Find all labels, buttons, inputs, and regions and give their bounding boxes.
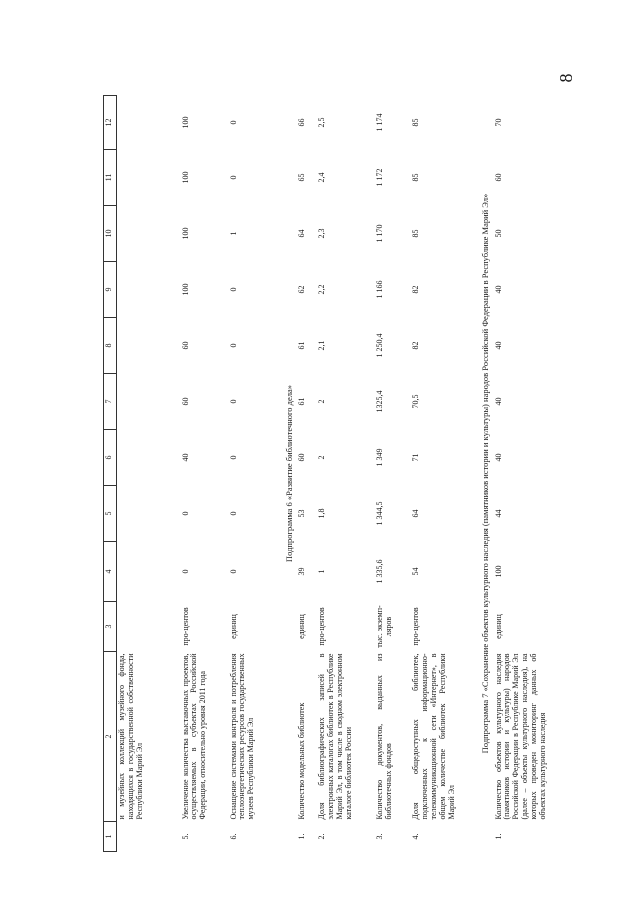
indicator-value: 1 xyxy=(317,569,327,574)
indicator-value: 0 xyxy=(228,455,238,460)
indicator-value: 39 xyxy=(297,567,307,576)
row-number: 1. xyxy=(297,833,307,840)
indicator-value: 2,5 xyxy=(317,117,327,128)
column-number: 3 xyxy=(104,602,117,652)
indicator-value: 61 xyxy=(297,341,307,350)
column-number: 5 xyxy=(104,486,117,542)
indicator-name: и музейных коллекций музейного фонда, находящихся в государственной собственности Республики Марий Эл xyxy=(117,653,144,820)
indicator-value: 2,1 xyxy=(317,340,327,351)
indicator-value: 85 xyxy=(411,173,421,182)
indicators-table xyxy=(103,95,586,852)
indicator-value: 1 xyxy=(228,231,238,236)
column-number-row xyxy=(104,96,117,852)
indicator-name: Доля библиографических записей в электронных каталогах библиотек в Республике Марий Эл, в том числе в сводном электронном каталоге библиотек России xyxy=(317,653,353,820)
row-number: 5. xyxy=(180,833,190,840)
indicator-value: 40 xyxy=(493,341,503,350)
row-number: 1. xyxy=(493,833,503,840)
indicator-value: 53 xyxy=(297,509,307,518)
table-row xyxy=(229,96,275,852)
indicator-value: 54 xyxy=(411,567,421,576)
table-row xyxy=(297,96,317,852)
indicator-value: 1 344,5 xyxy=(375,501,385,526)
subprogram-title: Подпрограмма 6 «Развитие библиотечного дела» xyxy=(283,384,294,563)
indicator-value: 71 xyxy=(411,453,421,462)
unit-of-measure: единиц xyxy=(297,614,307,639)
indicator-value: 40 xyxy=(493,285,503,294)
row-number: 3. xyxy=(375,833,385,840)
indicator-value: 82 xyxy=(411,341,421,350)
indicator-value: 64 xyxy=(411,509,421,518)
indicator-value: 60 xyxy=(297,453,307,462)
indicator-value: 50 xyxy=(493,229,503,238)
indicator-value: 70,5 xyxy=(411,394,421,409)
table-row xyxy=(181,96,229,852)
indicator-value: 100 xyxy=(180,116,190,129)
indicator-value: 40 xyxy=(180,453,190,462)
indicator-value: 100 xyxy=(493,565,503,578)
indicator-value: 0 xyxy=(228,287,238,292)
indicator-value: 70 xyxy=(493,118,503,127)
indicator-value: 0 xyxy=(228,120,238,125)
indicator-name: Количество модельных библиотек xyxy=(297,702,307,820)
indicator-value: 85 xyxy=(411,118,421,127)
indicator-value: 2,3 xyxy=(317,228,327,239)
indicator-name: Доля общедоступных библиотек, подключенных к информационно-телекоммуникационной сети «Интернет», в общем количестве библиотек Республики Марий Эл xyxy=(411,653,456,820)
subprogram-header-row xyxy=(275,96,298,852)
indicator-value xyxy=(117,150,181,206)
table-row xyxy=(117,96,181,852)
indicator-value: 0 xyxy=(180,569,190,574)
unit-of-measure: тыс. экземп-ляров xyxy=(375,605,393,648)
indicator-value: 1 172 xyxy=(375,168,385,187)
indicator-value: 44 xyxy=(493,509,503,518)
indicator-value: 0 xyxy=(180,511,190,516)
row-number: 2. xyxy=(317,833,327,840)
indicator-value: 100 xyxy=(180,171,190,184)
column-number: 1 xyxy=(104,822,117,852)
indicator-value: 66 xyxy=(297,118,307,127)
table-row xyxy=(317,96,375,852)
page-number: 8 xyxy=(556,73,576,83)
column-number: 4 xyxy=(104,542,117,602)
indicator-value: 2 xyxy=(317,399,327,404)
indicator-name: Количество объектов культурного наследия (памятников истории и культуры) народов Российской Федерации в Республике Марий Эл (далее – объекты культурного наследия), на которых проведен мониторинг данных об объектах культурного наследия xyxy=(493,653,548,820)
column-number: 9 xyxy=(104,262,117,318)
indicator-value xyxy=(117,430,181,486)
row-number xyxy=(117,822,181,852)
column-number: 7 xyxy=(104,374,117,430)
indicator-value: 40 xyxy=(493,397,503,406)
indicator-value: 65 xyxy=(297,173,307,182)
unit-of-measure: про-центов xyxy=(317,607,327,646)
indicator-value xyxy=(117,318,181,374)
indicator-value xyxy=(117,206,181,262)
table-row xyxy=(411,96,471,852)
indicator-value: 64 xyxy=(297,229,307,238)
column-number: 6 xyxy=(104,430,117,486)
indicator-value: 2 xyxy=(317,455,327,460)
indicator-value xyxy=(117,262,181,318)
indicator-value: 60 xyxy=(180,341,190,350)
row-number: 4. xyxy=(411,833,421,840)
indicator-value xyxy=(117,542,181,602)
indicator-value: 0 xyxy=(228,569,238,574)
indicator-value xyxy=(117,374,181,430)
subprogram-title: Подпрограмма 7 «Сохранение объектов культурного наследия (памятников истории и культуры) народов Российской Федерации в Республике Марий Эл» xyxy=(480,193,491,754)
subprogram-header-row xyxy=(471,96,494,852)
indicator-value: 0 xyxy=(228,343,238,348)
indicator-value: 60 xyxy=(493,173,503,182)
indicator-value: 85 xyxy=(411,229,421,238)
column-number: 10 xyxy=(104,206,117,262)
indicator-value: 0 xyxy=(228,511,238,516)
unit-of-measure: про-центов xyxy=(180,607,190,646)
indicator-value: 2,2 xyxy=(317,284,327,295)
indicator-name: Оснащение системами контроля и потребления теплоэнергетических ресурсов государственных музеев Республики Марий Эл xyxy=(228,653,256,820)
indicator-value: 1 166 xyxy=(375,280,385,299)
unit-of-measure: единиц xyxy=(493,614,503,639)
row-number: 6. xyxy=(228,833,238,840)
indicator-value xyxy=(117,486,181,542)
table-row xyxy=(494,96,586,852)
unit-of-measure: единиц xyxy=(228,614,238,639)
indicator-value: 40 xyxy=(493,453,503,462)
indicator-value: 1 170 xyxy=(375,224,385,243)
indicator-value: 1325,4 xyxy=(375,390,385,413)
indicator-value: 82 xyxy=(411,285,421,294)
unit-of-measure xyxy=(117,602,181,652)
rotated-page-content xyxy=(103,96,589,852)
column-number: 8 xyxy=(104,318,117,374)
indicator-value: 60 xyxy=(180,397,190,406)
indicator-name: Увеличение количества выставочных проектов, осуществляемых в субъектах Российской Федерации, относительно уровня 2011 года xyxy=(180,653,208,820)
indicator-value: 1 349 xyxy=(375,448,385,467)
indicator-value: 61 xyxy=(297,397,307,406)
column-number: 12 xyxy=(104,96,117,150)
indicator-value: 100 xyxy=(180,283,190,296)
indicator-value: 1 174 xyxy=(375,113,385,132)
indicator-value: 2,4 xyxy=(317,172,327,183)
indicator-value: 1,8 xyxy=(317,508,327,519)
unit-of-measure: про-центов xyxy=(411,607,421,646)
indicator-value xyxy=(117,96,181,150)
indicator-value: 62 xyxy=(297,285,307,294)
indicator-name: Количество документов, выданных из библиотечных фондов xyxy=(375,653,393,820)
indicator-value: 0 xyxy=(228,175,238,180)
indicator-value: 1 335,6 xyxy=(375,559,385,584)
column-number: 2 xyxy=(104,652,117,822)
indicator-value: 1 250,4 xyxy=(375,333,385,358)
indicator-value: 0 xyxy=(228,399,238,404)
indicator-value: 100 xyxy=(180,227,190,240)
table-row xyxy=(375,96,411,852)
column-number: 11 xyxy=(104,150,117,206)
